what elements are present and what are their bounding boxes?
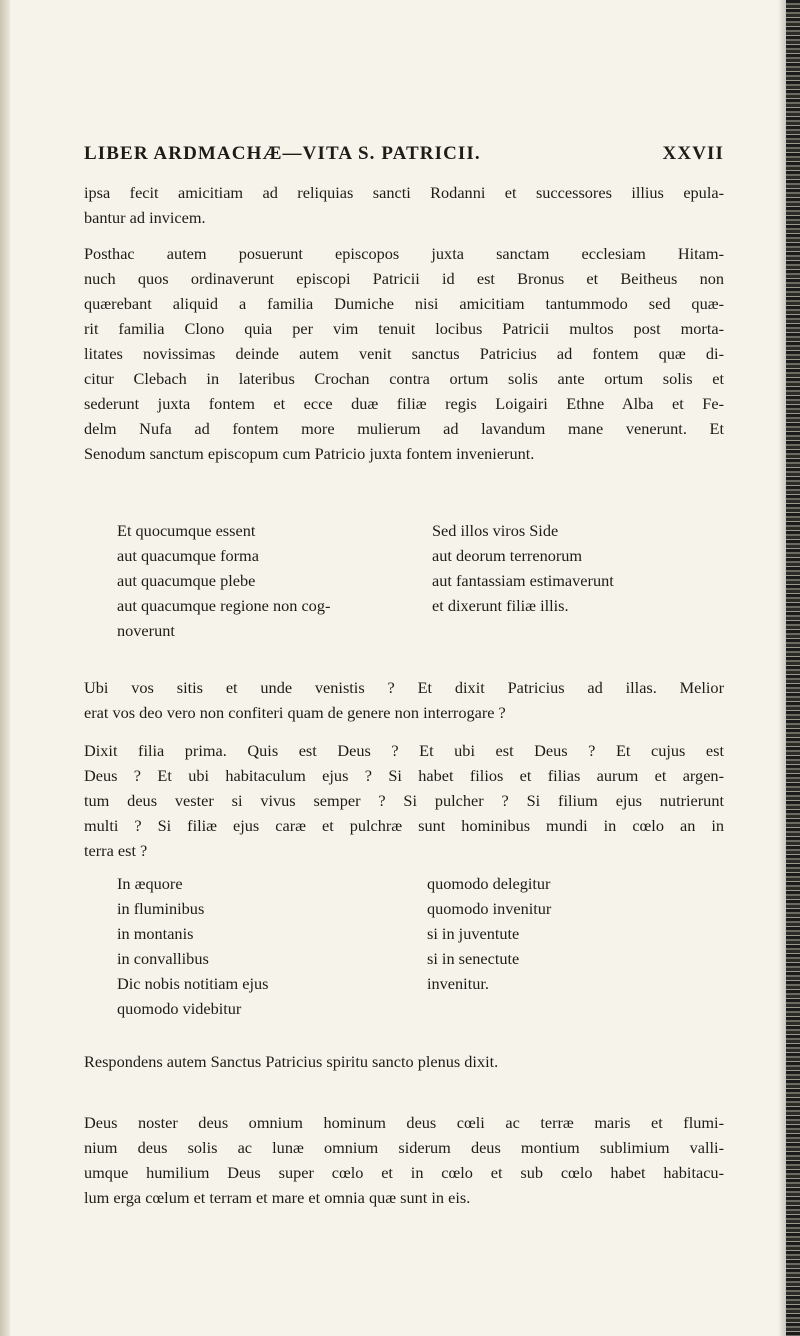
verse-line: et dixerunt filiæ illis.	[432, 596, 569, 615]
verse-line: aut deorum terrenorum	[432, 546, 583, 565]
text-line: Deus ? Et ubi habitaculum ejus ? Si habet filios et filias aurum et argen-	[84, 766, 724, 785]
text-line: citur Clebach in lateribus Crochan contra ortum solis ante ortum solis et	[84, 369, 724, 388]
text-line: litates novissimas deinde autem venit sanctus Patricius ad fontem quæ di-	[84, 344, 724, 363]
verse-1-right	[432, 518, 614, 618]
paragraph-3	[84, 675, 724, 725]
text-line: rit familia Clono quia per vim tenuit locibus Patricii multos post morta-	[84, 319, 724, 338]
text-line: Respondens autem Sanctus Patricius spiritu sancto plenus dixit.	[84, 1052, 499, 1071]
text-line: Deus noster deus omnium hominum deus cœli ac terræ maris et flumi-	[84, 1113, 724, 1132]
text-line: terra est ?	[84, 841, 148, 860]
verse-2-right	[427, 871, 551, 996]
verse-line: aut quacumque plebe	[117, 571, 256, 590]
running-head	[84, 143, 724, 165]
verse-line: In æquore	[117, 874, 183, 893]
running-head-title: LIBER ARDMACHÆ—VITA S. PATRICII.	[84, 143, 481, 164]
text-line: sederunt juxta fontem et ecce duæ filiæ regis Loigairi Ethne Alba et Fe-	[84, 394, 724, 413]
verse-line: Dic nobis notitiam ejus	[117, 974, 269, 993]
text-line: Ubi vos sitis et unde venistis ? Et dixit Patricius ad illas. Melior	[84, 678, 724, 697]
verse-line: noverunt	[117, 621, 175, 640]
text-line: Senodum sanctum episcopum cum Patricio juxta fontem invenierunt.	[84, 444, 535, 463]
paragraph-2	[84, 241, 724, 466]
verse-line: aut quacumque forma	[117, 546, 259, 565]
verse-line: aut quacumque regione non cog-	[117, 596, 331, 615]
verse-line: in convallibus	[117, 949, 209, 968]
text-line: tum deus vester si vivus semper ? Si pulcher ? Si filium ejus nutrierunt	[84, 791, 724, 810]
verse-line: in montanis	[117, 924, 194, 943]
verse-line: Sed illos viros Side	[432, 521, 559, 540]
text-line: nium deus solis ac lunæ omnium siderum deus montium sublimium valli-	[84, 1138, 724, 1157]
paragraph-6	[84, 1110, 724, 1210]
text-line: bantur ad invicem.	[84, 208, 206, 227]
text-line: Dixit filia prima. Quis est Deus ? Et ubi est Deus ? Et cujus est	[84, 741, 724, 760]
text-line: Posthac autem posuerunt episcopos juxta sanctam ecclesiam Hitam-	[84, 244, 724, 263]
page-number: XXVII	[662, 143, 724, 164]
text-line: multi ? Si filiæ ejus caræ et pulchræ sunt hominibus mundi in cœlo an in	[84, 816, 724, 835]
paragraph-4	[84, 738, 724, 863]
paragraph-5	[84, 1049, 724, 1074]
verse-line: aut fantassiam estimaverunt	[432, 571, 614, 590]
text-line: ipsa fecit amicitiam ad reliquias sancti Rodanni et successores illius epula-	[84, 183, 724, 202]
text-line: quærebant aliquid a familia Dumiche nisi amicitiam tantummodo sed quæ-	[84, 294, 724, 313]
text-line: umque humilium Deus super cœlo et in cœlo et sub cœlo habet habitacu-	[84, 1163, 724, 1182]
verse-line: invenitur.	[427, 974, 489, 993]
verse-line: quomodo invenitur	[427, 899, 552, 918]
verse-line: Et quocumque essent	[117, 521, 256, 540]
verse-2-left	[117, 871, 269, 1021]
text-line: delm Nufa ad fontem more mulierum ad lavandum mane venerunt. Et	[84, 419, 724, 438]
verse-line: quomodo videbitur	[117, 999, 242, 1018]
verse-line: si in juventute	[427, 924, 520, 943]
verse-1-left	[117, 518, 330, 643]
verse-line: in fluminibus	[117, 899, 205, 918]
text-line: nuch quos ordinaverunt episcopi Patricii id est Bronus et Beitheus non	[84, 269, 724, 288]
verse-line: si in senectute	[427, 949, 520, 968]
paragraph-1	[84, 180, 724, 230]
text-line: erat vos deo vero non confiteri quam de genere non interrogare ?	[84, 703, 506, 722]
text-line: lum erga cœlum et terram et mare et omnia quæ sunt in eis.	[84, 1188, 471, 1207]
verse-line: quomodo delegitur	[427, 874, 551, 893]
